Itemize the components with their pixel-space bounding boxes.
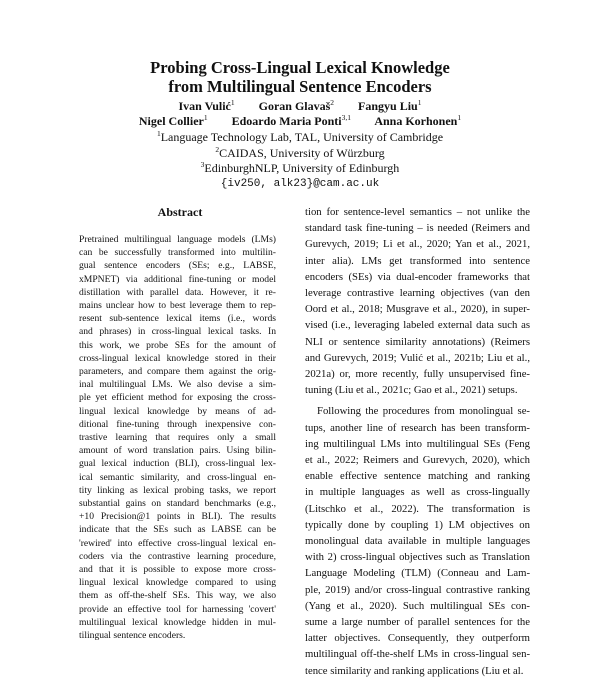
text-line: Language Modeling (TLM) (Conneau and Lam- (305, 567, 530, 580)
text-line: xMPNET) via additional fine-tuning or model (79, 273, 276, 285)
text-line: (Yang et al., 2020). Such multilingual SEs con- (305, 599, 530, 612)
text-line: and that it is possible to expose more cross- (79, 564, 276, 576)
text-line: tence similarity and ranking applications (Liu et al. (305, 664, 524, 677)
affiliation-text: Language Technology Lab, TAL, University of Cambridge (160, 130, 444, 144)
text-line: trastive learning that requires only a small (79, 432, 276, 444)
text-line: multilingual off-the-shelf LMs in cross-lingual sen- (305, 648, 530, 661)
contact-email: {iv250, alk23}@cam.ac.uk (220, 177, 380, 190)
text-line: coders via the contrastive learning procedure, (79, 550, 276, 562)
text-line: typically done by coupling 1) LM objectives on (305, 518, 530, 531)
text-line: with 2) cross-lingual objectives such as Translation (305, 551, 530, 564)
text-line: et al., 2022; Reimers and Gurevych, 2020), which (305, 454, 530, 467)
text-line: tuning (Liu et al., 2021c; Gao et al., 2021) setups. (305, 384, 518, 397)
author-name: Goran Glavaš (258, 99, 331, 113)
text-line: ical semantic similarity, and cross-lingual en- (79, 471, 276, 483)
affiliation-number: 3 (200, 160, 205, 169)
text-line: 'rewired' into effective cross-lingual lexical en- (79, 537, 276, 549)
text-line: latter objectives. Consequently, they outperform (305, 632, 530, 645)
intro-text-column (305, 204, 530, 679)
text-line: tups, another line of research has been transform- (305, 421, 530, 434)
text-line: ing multilingual LMs into multilingual SEs (Feng (305, 437, 530, 450)
affiliation-text: EdinburghNLP, University of Edinburgh (204, 161, 400, 175)
affiliation-text: CAIDAS, University of Würzburg (219, 145, 385, 160)
text-line: 2021a) or, more recently, fully unsupervised fine- (305, 368, 530, 381)
text-line: vised (i.e., leveraging labeled external data such as (305, 319, 530, 332)
text-line: standard task fine-tuning – is needed (Reimers and (305, 222, 530, 235)
text-line: them as off-the-shelf SEs. This way, we also (79, 590, 276, 602)
text-line: lingual lexical knowledge compared to using (79, 577, 276, 589)
affiliation-line (0, 146, 600, 162)
text-line: encoders (SEs) via dual-encoder frameworks that (305, 270, 530, 283)
author-name: Nigel Collier (138, 114, 204, 128)
affiliation-line (0, 130, 600, 146)
author-row-1 (0, 99, 600, 114)
text-line: ple yet efficient method for exposing the cross- (79, 392, 276, 404)
title-line-1: Probing Cross-Lingual Lexical Knowledge (150, 58, 450, 77)
author-affiliation-mark: 3,1 (341, 113, 351, 122)
author-name: Anna Korhonen (374, 114, 458, 128)
text-line: leverage contrastive learning objectives (van den (305, 287, 530, 300)
affiliation-line (0, 161, 600, 177)
text-line: sume a large number of parallel sentences for the (305, 616, 530, 629)
text-line: +10 Precision@1 points in BLI). The results (79, 511, 276, 523)
text-line: Pretrained multilingual language models (LMs) (79, 234, 276, 245)
text-line: substantial gains on standard benchmarks (e.g., (79, 498, 276, 510)
author-name: Ivan Vulić (178, 99, 231, 113)
text-line: amount of word translation pairs. Using bilin- (79, 445, 276, 457)
text-line: monolingual data available in multiple languages (305, 535, 530, 548)
author-affiliation-mark: 1 (457, 113, 462, 122)
text-line: resent sub-sentence lexical items (i.e., words (79, 313, 276, 325)
affiliation-block (0, 130, 600, 192)
text-line: Following the procedures from monolingual se- (317, 405, 530, 418)
affiliation-number: 2 (215, 144, 220, 154)
author-row-2 (0, 114, 600, 129)
text-line: and Gurevych, 2019; Vulić et al., 2021b; Liu et al., (305, 351, 530, 364)
text-line: multilingual lexical knowledge hidden in mul- (79, 616, 276, 628)
text-line: enable effective sentence matching and ranking (305, 470, 530, 483)
text-line: tilingual sentence encoders. (79, 630, 186, 642)
text-line: this work, we probe SEs for the amount of (79, 339, 276, 351)
text-line: NLI or sentence similarity annotations) (Reimers (305, 335, 530, 348)
text-line: in multiple languages as well as cross-lingually (305, 486, 530, 499)
text-line: cross-lingual lexical knowledge stored in their (79, 352, 276, 364)
author-name: Fangyu Liu (358, 99, 418, 113)
text-line: gual sentence encoders (SEs; e.g., LABSE, (79, 260, 276, 272)
text-line: and phrases) in cross-lingual lexical tasks. In (79, 326, 276, 338)
author-affiliation-mark: 1 (203, 113, 208, 122)
text-line: ple, 2019) and/or cross-lingual contrastive ranking (305, 583, 530, 596)
text-line: ditional fine-tuning through inexpensive con- (79, 418, 276, 430)
author-affiliation-mark: 2 (330, 98, 335, 107)
text-line: mains unclear how to best leverage them to rep- (79, 300, 276, 312)
text-line: tity linking as lexical probing tasks, we report (79, 484, 276, 496)
author-affiliation-mark: 1 (230, 98, 235, 107)
author-list (0, 99, 600, 129)
text-line: indicate that the SEs such as LABSE can be (79, 524, 276, 536)
author-name: Edoardo Maria Ponti (231, 114, 342, 128)
abstract-heading: Abstract (157, 205, 203, 219)
text-line: gual lexical induction (BLI), cross-lingual lex- (79, 458, 276, 470)
author-affiliation-mark: 1 (417, 98, 422, 107)
intro-paragraph-2 (305, 403, 530, 678)
text-line: tion for sentence-level semantics – not unlike the (305, 206, 530, 218)
title-line-2: from Multilingual Sentence Encoders (168, 77, 432, 96)
text-line: provide an effective tool for harnessing 'covert' (79, 603, 276, 615)
affiliation-number: 1 (156, 129, 161, 138)
text-line: Gurevych, 2019; Li et al., 2020; Yan et al., 2021, (305, 238, 530, 251)
text-line: inter alia). LMs get transformed into sentence (305, 254, 530, 267)
text-line: lingual lexical knowledge by means of ad- (79, 405, 276, 417)
text-line: Oord et al., 2018; Musgrave et al., 2020), in super- (305, 303, 530, 316)
text-line: inal multilingual LMs. We also devise a sim- (79, 379, 276, 391)
abstract-body (79, 233, 276, 642)
text-line: parameters, and compare them against the orig- (79, 366, 276, 378)
text-line: distillation with parallel data. However, it re- (79, 286, 276, 298)
text-line: can be successfully transformed into multilin- (79, 247, 276, 259)
intro-paragraph-1 (305, 204, 530, 398)
paper-title (0, 58, 600, 96)
text-line: (Litschko et al., 2022). The transformation is (305, 502, 530, 515)
